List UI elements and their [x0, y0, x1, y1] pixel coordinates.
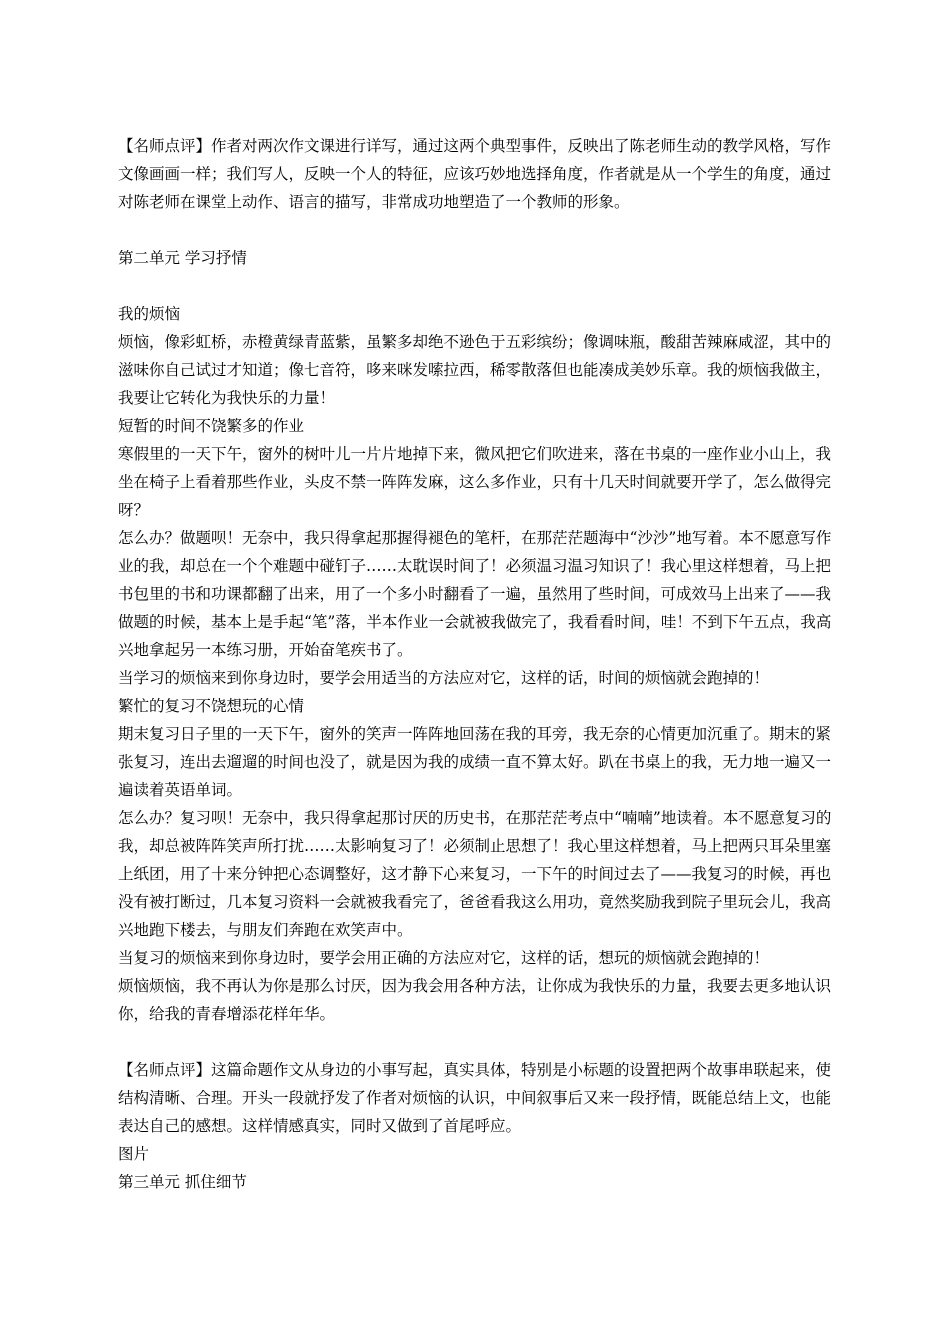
review-conclusion: 当复习的烦恼来到你身边时，要学会用正确的方法应对它，这样的话，想玩的烦恼就会跑掉的！ — [118, 949, 770, 967]
review-paragraph-1: 期末复习日子里的一天下午，窗外的笑声一阵阵地回荡在我的耳旁，我无奈的心情更加沉重了。期末的紧张复习，连出去遛遛的时间也没了，就是因为我的成绩一直不算太好。趴在书桌上的我，无力地一遍又一遍读着英语单词。 — [118, 725, 832, 799]
homework-conclusion: 当学习的烦恼来到你身边时，要学会用适当的方法应对它，这样的话，时间的烦恼就会跑掉的！ — [118, 669, 770, 687]
blank-line — [118, 1028, 838, 1056]
review-paragraph-2: 怎么办？复习呗！无奈中，我只得拿起那讨厌的历史书，在那茫茫考点中“喃喃”地读着。本不愿意复习的我，却总被阵阵笑声所打扰……太影响复习了！必须制止思想了！我心里这样想着，马上把两只耳朵里塞上纸团，用了十来分钟把心态调整好，这才静下心来复习，一下午的时间过去了——我复习的时候，再也没有被打断过，几本复习资料一会就被我看完了，爸爸看我这么用功，竟然奖励我到院子里玩会儿，我高兴地跑下楼去，与朋友们奔跑在欢笑声中。 — [118, 809, 832, 939]
blank-line — [118, 216, 838, 244]
homework-paragraph-1: 寒假里的一天下午，窗外的树叶儿一片片地掉下来，微风把它们吹进来，落在书桌的一座作业小山上，我坐在椅子上看着那些作业，头皮不禁一阵阵发麻，这么多作业，只有十几天时间就要开学了，怎么做得完呀？ — [118, 445, 832, 519]
essay-ending-paragraph: 烦恼烦恼，我不再认为你是那么讨厌，因为我会用各种方法，让你成为我快乐的力量，我要去更多地认识你，给我的青春增添花样年华。 — [118, 977, 832, 1023]
teacher-comment-paragraph: 【名师点评】作者对两次作文课进行详写，通过这两个典型事件，反映出了陈老师生动的教学风格，写作文像画画一样；我们写人，反映一个人的特征，应该巧妙地选择角度，作者就是从一个学生的角度，通过对陈老师在课堂上动作、语言的描写，非常成功地塑造了一个教师的形象。 — [118, 137, 832, 211]
image-placeholder-label: 图片 — [118, 1145, 150, 1163]
unit-three-heading: 第三单元 抓住细节 — [118, 1173, 247, 1191]
essay-intro-paragraph: 烦恼，像彩虹桥，赤橙黄绿青蓝紫，虽繁多却绝不逊色于五彩缤纷；像调味瓶，酸甜苦辣麻咸涩，其中的滋味你自己试过才知道；像七音符，哆来咪发嗦拉西，稀零散落但也能凑成美妙乐章。我的烦恼我做主，我要让它转化为我快乐的力量！ — [118, 333, 832, 407]
blank-line — [118, 272, 838, 300]
homework-paragraph-2: 怎么办？做题呗！无奈中，我只得拿起那握得褪色的笔杆，在那茫茫题海中“沙沙”地写着。本不愿意写作业的我，却总在一个个难题中碰钉子……太耽误时间了！必须温习温习知识了！我心里这样想着，马上把书包里的书和功课都翻了出来，用了一个多小时翻看了一遍，虽然用了些时间，可成效马上出来了——我做题的时候，基本上是手起“笔”落，半本作业一会就被我做完了，我看看时间，哇！不到下午五点，我高兴地拿起另一本练习册，开始奋笔疾书了。 — [118, 529, 832, 659]
subheading-homework: 短暂的时间不饶繁多的作业 — [118, 417, 305, 435]
subheading-review: 繁忙的复习不饶想玩的心情 — [118, 697, 305, 715]
unit-two-heading: 第二单元 学习抒情 — [118, 249, 247, 267]
essay-title: 我的烦恼 — [118, 305, 181, 323]
document-page — [118, 132, 838, 1196]
teacher-comment-paragraph-2: 【名师点评】这篇命题作文从身边的小事写起，真实具体，特别是小标题的设置把两个故事串联起来，使结构清晰、合理。开头一段就抒发了作者对烦恼的认识，中间叙事后又来一段抒情，既能总结上文，也能表达自己的感想。这样情感真实，同时又做到了首尾呼应。 — [118, 1061, 832, 1135]
